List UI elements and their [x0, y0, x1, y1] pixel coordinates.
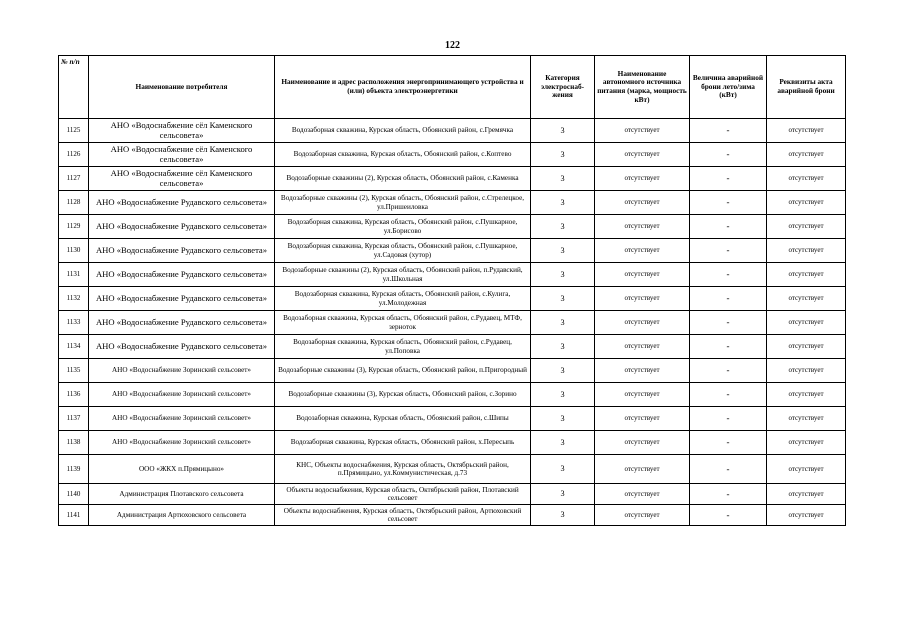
autonomous-source-cell: отсутствует	[595, 167, 690, 191]
table-row	[59, 311, 846, 335]
object-address-cell: Объекты водоснабжения, Курская область, Октябрьский район, Плотавский сельсовет	[275, 484, 531, 505]
act-details-cell: отсутствует	[767, 191, 846, 215]
consumer-name-cell: АНО «Водоснабжение сёл Каменского сельсовета»	[89, 167, 275, 191]
emergency-reserve-cell: -	[690, 311, 767, 335]
supply-category-cell: 3	[531, 383, 595, 407]
object-address-cell: Водозаборная скважина, Курская область, Обоянский район, с.Гремячка	[275, 119, 531, 143]
table-row	[59, 167, 846, 191]
consumer-name-cell: АНО «Водоснабжение Рудавского сельсовета»	[89, 239, 275, 263]
table-row	[59, 215, 846, 239]
act-details-cell: отсутствует	[767, 239, 846, 263]
row-number-cell: 1138	[59, 431, 89, 455]
emergency-reserve-cell: -	[690, 505, 767, 526]
supply-category-cell: 3	[531, 335, 595, 359]
row-number-cell: 1133	[59, 311, 89, 335]
header-row	[59, 56, 846, 119]
object-address-cell: Водозаборные скважины (2), Курская область, Обоянский район, с.Каменка	[275, 167, 531, 191]
table-row	[59, 431, 846, 455]
table-row	[59, 119, 846, 143]
act-details-cell: отсутствует	[767, 505, 846, 526]
row-number-cell: 1130	[59, 239, 89, 263]
act-details-cell: отсутствует	[767, 143, 846, 167]
supply-category-cell: 3	[531, 143, 595, 167]
header-autonomous-source: Наименование автономного источника питания (марка, мощность кВт)	[595, 56, 690, 119]
emergency-reserve-cell: -	[690, 383, 767, 407]
supply-category-cell: 3	[531, 263, 595, 287]
object-address-cell: Водозаборные скважины (3), Курская область, Обоянский район, с.Зорино	[275, 383, 531, 407]
object-address-cell: Водозаборная скважина, Курская область, Обоянский район, с.Шипы	[275, 407, 531, 431]
table-row	[59, 359, 846, 383]
object-address-cell: Объекты водоснабжения, Курская область, Октябрьский район, Артюховский сельсовет	[275, 505, 531, 526]
row-number-cell: 1139	[59, 455, 89, 484]
table-row	[59, 383, 846, 407]
object-address-cell: Водозаборная скважина, Курская область, Обоянский район, с.Пушкарное, ул.Садовая (хутор)	[275, 239, 531, 263]
table-row	[59, 239, 846, 263]
row-number-cell: 1135	[59, 359, 89, 383]
table-body	[59, 119, 846, 526]
autonomous-source-cell: отсутствует	[595, 119, 690, 143]
act-details-cell: отсутствует	[767, 263, 846, 287]
row-number-cell: 1132	[59, 287, 89, 311]
table-row	[59, 407, 846, 431]
table-row	[59, 191, 846, 215]
row-number-cell: 1137	[59, 407, 89, 431]
object-address-cell: Водозаборная скважина, Курская область, Обоянский район, с.Коптево	[275, 143, 531, 167]
consumer-name-cell: АНО «Водоснабжение сёл Каменского сельсовета»	[89, 143, 275, 167]
header-category: Категория электроснаб-жения	[531, 56, 595, 119]
emergency-reserve-cell: -	[690, 431, 767, 455]
emergency-reserve-cell: -	[690, 239, 767, 263]
act-details-cell: отсутствует	[767, 383, 846, 407]
autonomous-source-cell: отсутствует	[595, 191, 690, 215]
act-details-cell: отсутствует	[767, 431, 846, 455]
row-number-cell: 1141	[59, 505, 89, 526]
object-address-cell: Водозаборные скважины (2), Курская область, Обоянский район, п.Рудавский, ул.Школьная	[275, 263, 531, 287]
row-number-cell: 1131	[59, 263, 89, 287]
consumer-name-cell: Администрация Плотавского сельсовета	[89, 484, 275, 505]
supply-category-cell: 3	[531, 359, 595, 383]
table-row	[59, 484, 846, 505]
act-details-cell: отсутствует	[767, 311, 846, 335]
header-emergency-reserve: Величина аварийной брони лето/зима (кВт)	[690, 56, 767, 119]
supply-category-cell: 3	[531, 215, 595, 239]
consumer-name-cell: АНО «Водоснабжение Зоринский сельсовет»	[89, 359, 275, 383]
act-details-cell: отсутствует	[767, 407, 846, 431]
header-num: № п/п	[59, 56, 89, 119]
autonomous-source-cell: отсутствует	[595, 143, 690, 167]
act-details-cell: отсутствует	[767, 167, 846, 191]
row-number-cell: 1136	[59, 383, 89, 407]
consumer-name-cell: АНО «Водоснабжение Рудавского сельсовета»	[89, 215, 275, 239]
table-row	[59, 143, 846, 167]
header-object: Наименование и адрес расположения энергопринимающего устройства и (или) объекта электроэнергетики	[275, 56, 531, 119]
autonomous-source-cell: отсутствует	[595, 431, 690, 455]
emergency-reserve-cell: -	[690, 167, 767, 191]
object-address-cell: Водозаборная скважина, Курская область, Обоянский район, х.Пересыпь	[275, 431, 531, 455]
table-row	[59, 335, 846, 359]
emergency-reserve-cell: -	[690, 335, 767, 359]
supply-category-cell: 3	[531, 431, 595, 455]
act-details-cell: отсутствует	[767, 359, 846, 383]
header-consumer: Наименование потребителя	[89, 56, 275, 119]
consumer-name-cell: АНО «Водоснабжение Рудавского сельсовета»	[89, 191, 275, 215]
supply-category-cell: 3	[531, 407, 595, 431]
consumer-name-cell: ООО «ЖКХ п.Прямицыно»	[89, 455, 275, 484]
supply-category-cell: 3	[531, 191, 595, 215]
emergency-reserve-cell: -	[690, 455, 767, 484]
emergency-reserve-cell: -	[690, 407, 767, 431]
consumer-name-cell: Администрация Артюховского сельсовета	[89, 505, 275, 526]
table-row	[59, 455, 846, 484]
supply-category-cell: 3	[531, 484, 595, 505]
row-number-cell: 1134	[59, 335, 89, 359]
supply-category-cell: 3	[531, 167, 595, 191]
autonomous-source-cell: отсутствует	[595, 359, 690, 383]
act-details-cell: отсутствует	[767, 455, 846, 484]
autonomous-source-cell: отсутствует	[595, 455, 690, 484]
consumer-name-cell: АНО «Водоснабжение Зоринский сельсовет»	[89, 431, 275, 455]
autonomous-source-cell: отсутствует	[595, 287, 690, 311]
autonomous-source-cell: отсутствует	[595, 484, 690, 505]
table-row	[59, 287, 846, 311]
row-number-cell: 1127	[59, 167, 89, 191]
object-address-cell: Водозаборные скважины (2), Курская область, Обоянский район, с.Стрелецкое, ул.Пришеиловка	[275, 191, 531, 215]
page-number: 122	[445, 40, 460, 51]
consumer-name-cell: АНО «Водоснабжение сёл Каменского сельсовета»	[89, 119, 275, 143]
consumer-name-cell: АНО «Водоснабжение Зоринский сельсовет»	[89, 383, 275, 407]
consumer-name-cell: АНО «Водоснабжение Рудавского сельсовета»	[89, 287, 275, 311]
consumer-name-cell: АНО «Водоснабжение Зоринский сельсовет»	[89, 407, 275, 431]
supply-category-cell: 3	[531, 119, 595, 143]
autonomous-source-cell: отсутствует	[595, 335, 690, 359]
emergency-reserve-cell: -	[690, 287, 767, 311]
autonomous-source-cell: отсутствует	[595, 311, 690, 335]
row-number-cell: 1128	[59, 191, 89, 215]
autonomous-source-cell: отсутствует	[595, 239, 690, 263]
act-details-cell: отсутствует	[767, 119, 846, 143]
row-number-cell: 1126	[59, 143, 89, 167]
object-address-cell: КНС, Объекты водоснабжения, Курская область, Октябрьский район, п.Прямицыно, ул.Коммунистическая, д.73	[275, 455, 531, 484]
consumer-name-cell: АНО «Водоснабжение Рудавского сельсовета»	[89, 335, 275, 359]
emergency-reserve-cell: -	[690, 215, 767, 239]
object-address-cell: Водозаборная скважина, Курская область, Обоянский район, с.Кулига, ул.Молодежная	[275, 287, 531, 311]
emergency-reserve-cell: -	[690, 143, 767, 167]
supply-category-cell: 3	[531, 455, 595, 484]
supply-category-cell: 3	[531, 505, 595, 526]
emergency-reserve-cell: -	[690, 484, 767, 505]
autonomous-source-cell: отсутствует	[595, 407, 690, 431]
act-details-cell: отсутствует	[767, 215, 846, 239]
autonomous-source-cell: отсутствует	[595, 263, 690, 287]
autonomous-source-cell: отсутствует	[595, 505, 690, 526]
object-address-cell: Водозаборная скважина, Курская область, Обоянский район, с.Пушкарное, ул.Борисово	[275, 215, 531, 239]
row-number-cell: 1125	[59, 119, 89, 143]
consumer-name-cell: АНО «Водоснабжение Рудавского сельсовета»	[89, 311, 275, 335]
row-number-cell: 1140	[59, 484, 89, 505]
header-act-details: Реквизиты акта аварийной брони	[767, 56, 846, 119]
autonomous-source-cell: отсутствует	[595, 383, 690, 407]
emergency-reserve-cell: -	[690, 119, 767, 143]
emergency-reserve-cell: -	[690, 263, 767, 287]
supply-category-cell: 3	[531, 287, 595, 311]
object-address-cell: Водозаборная скважина, Курская область, Обоянский район, с.Рудавец, ул.Поповка	[275, 335, 531, 359]
supply-category-cell: 3	[531, 239, 595, 263]
supply-category-cell: 3	[531, 311, 595, 335]
autonomous-source-cell: отсутствует	[595, 215, 690, 239]
act-details-cell: отсутствует	[767, 287, 846, 311]
consumer-table	[58, 55, 846, 526]
row-number-cell: 1129	[59, 215, 89, 239]
object-address-cell: Водозаборная скважина, Курская область, Обоянский район, с.Рудавец, МТФ, зерноток	[275, 311, 531, 335]
table-row	[59, 263, 846, 287]
act-details-cell: отсутствует	[767, 484, 846, 505]
emergency-reserve-cell: -	[690, 359, 767, 383]
object-address-cell: Водозаборные скважины (3), Курская область, Обоянский район, п.Пригородный	[275, 359, 531, 383]
act-details-cell: отсутствует	[767, 335, 846, 359]
emergency-reserve-cell: -	[690, 191, 767, 215]
table-row	[59, 505, 846, 526]
consumer-name-cell: АНО «Водоснабжение Рудавского сельсовета»	[89, 263, 275, 287]
